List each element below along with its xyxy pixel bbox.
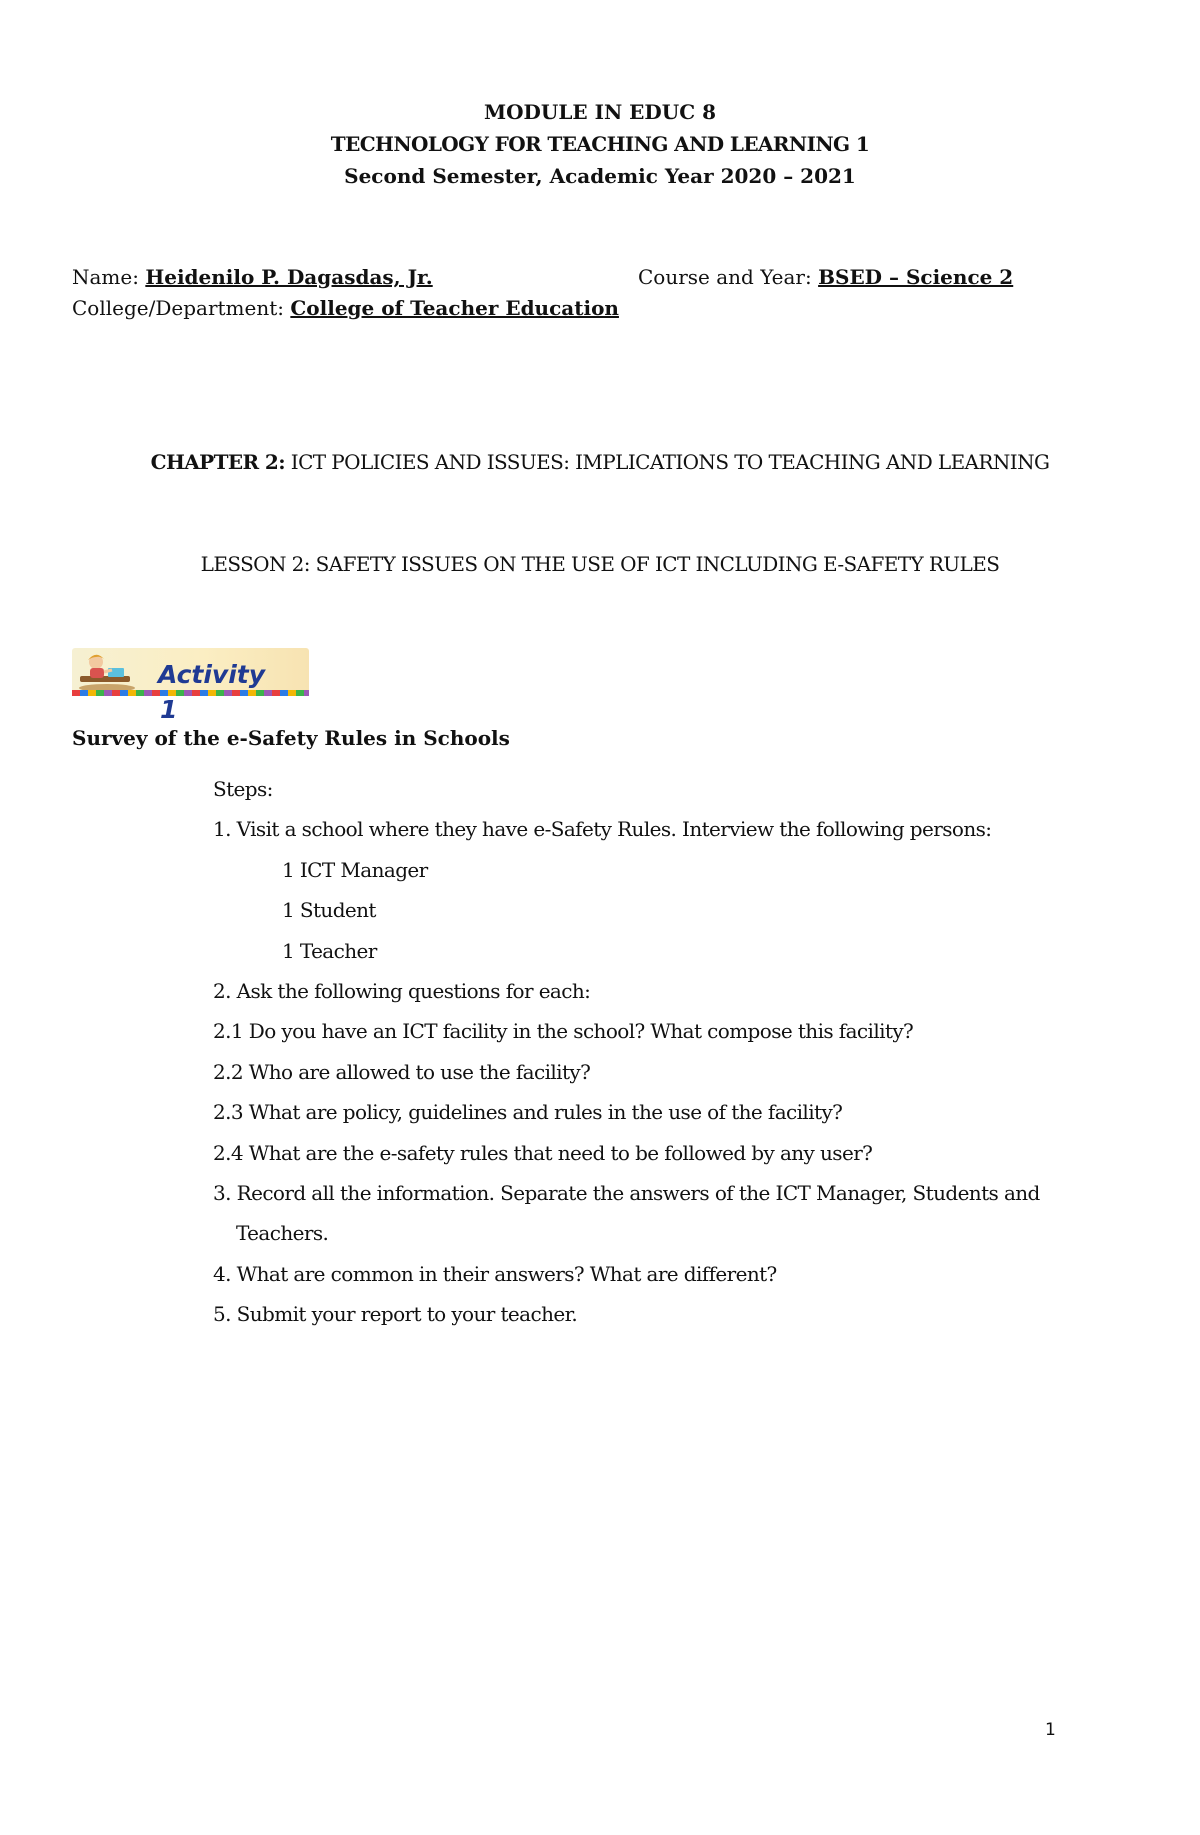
question-item: 2.2 Who are allowed to use the facility? — [213, 1060, 591, 1084]
question-item: 2.4 What are the e-safety rules that need to be followed by any user? — [213, 1141, 873, 1165]
course-label: Course and Year: — [638, 265, 819, 289]
college-row — [72, 296, 619, 320]
step-4: 4. What are common in their answers? What are different? — [213, 1262, 777, 1286]
activity-title: Survey of the e-Safety Rules in Schools — [72, 726, 510, 750]
steps-heading: Steps: — [213, 777, 273, 801]
course-year-row — [638, 265, 1013, 289]
chapter-label: CHAPTER 2: — [150, 450, 286, 474]
step-2: 2. Ask the following questions for each: — [213, 979, 591, 1003]
person-item: 1 Student — [282, 898, 376, 922]
student-name-row — [72, 265, 433, 289]
activity-badge-number: 1 — [160, 695, 178, 724]
name-value: Heidenilo P. Dagasdas, Jr. — [145, 265, 433, 289]
chapter-heading — [0, 450, 1200, 474]
activity-badge-word: Activity — [158, 660, 266, 689]
lesson-heading: LESSON 2: SAFETY ISSUES ON THE USE OF ICT INCLUDING E-SAFETY RULES — [200, 552, 1000, 576]
college-value: College of Teacher Education — [290, 296, 619, 320]
step-5: 5. Submit your report to your teacher. — [213, 1302, 578, 1326]
chapter-title: ICT POLICIES AND ISSUES: IMPLICATIONS TO TEACHING AND LEARNING — [285, 450, 1050, 474]
course-value: BSED – Science 2 — [818, 265, 1014, 289]
course-title: TECHNOLOGY FOR TEACHING AND LEARNING 1 — [330, 132, 870, 156]
activity-badge — [72, 648, 309, 696]
step-1: 1. Visit a school where they have e-Safety Rules. Interview the following persons: — [213, 817, 992, 841]
module-title: MODULE IN EDUC 8 — [483, 100, 717, 124]
college-label: College/Department: — [72, 296, 291, 320]
step-3-line-1: 3. Record all the information. Separate the answers of the ICT Manager, Students and — [213, 1181, 1040, 1205]
question-item: 2.3 What are policy, guidelines and rules in the use of the facility? — [213, 1100, 843, 1124]
page-number: 1 — [1045, 1720, 1056, 1740]
student-figure-icon — [74, 650, 140, 694]
semester-line: Second Semester, Academic Year 2020 – 2021 — [344, 164, 856, 188]
name-label: Name: — [72, 265, 146, 289]
person-item: 1 ICT Manager — [282, 858, 428, 882]
person-item: 1 Teacher — [282, 939, 377, 963]
activity-badge-stripe — [72, 690, 309, 696]
step-3-line-2: Teachers. — [236, 1221, 329, 1245]
question-item: 2.1 Do you have an ICT facility in the school? What compose this facility? — [213, 1019, 914, 1043]
